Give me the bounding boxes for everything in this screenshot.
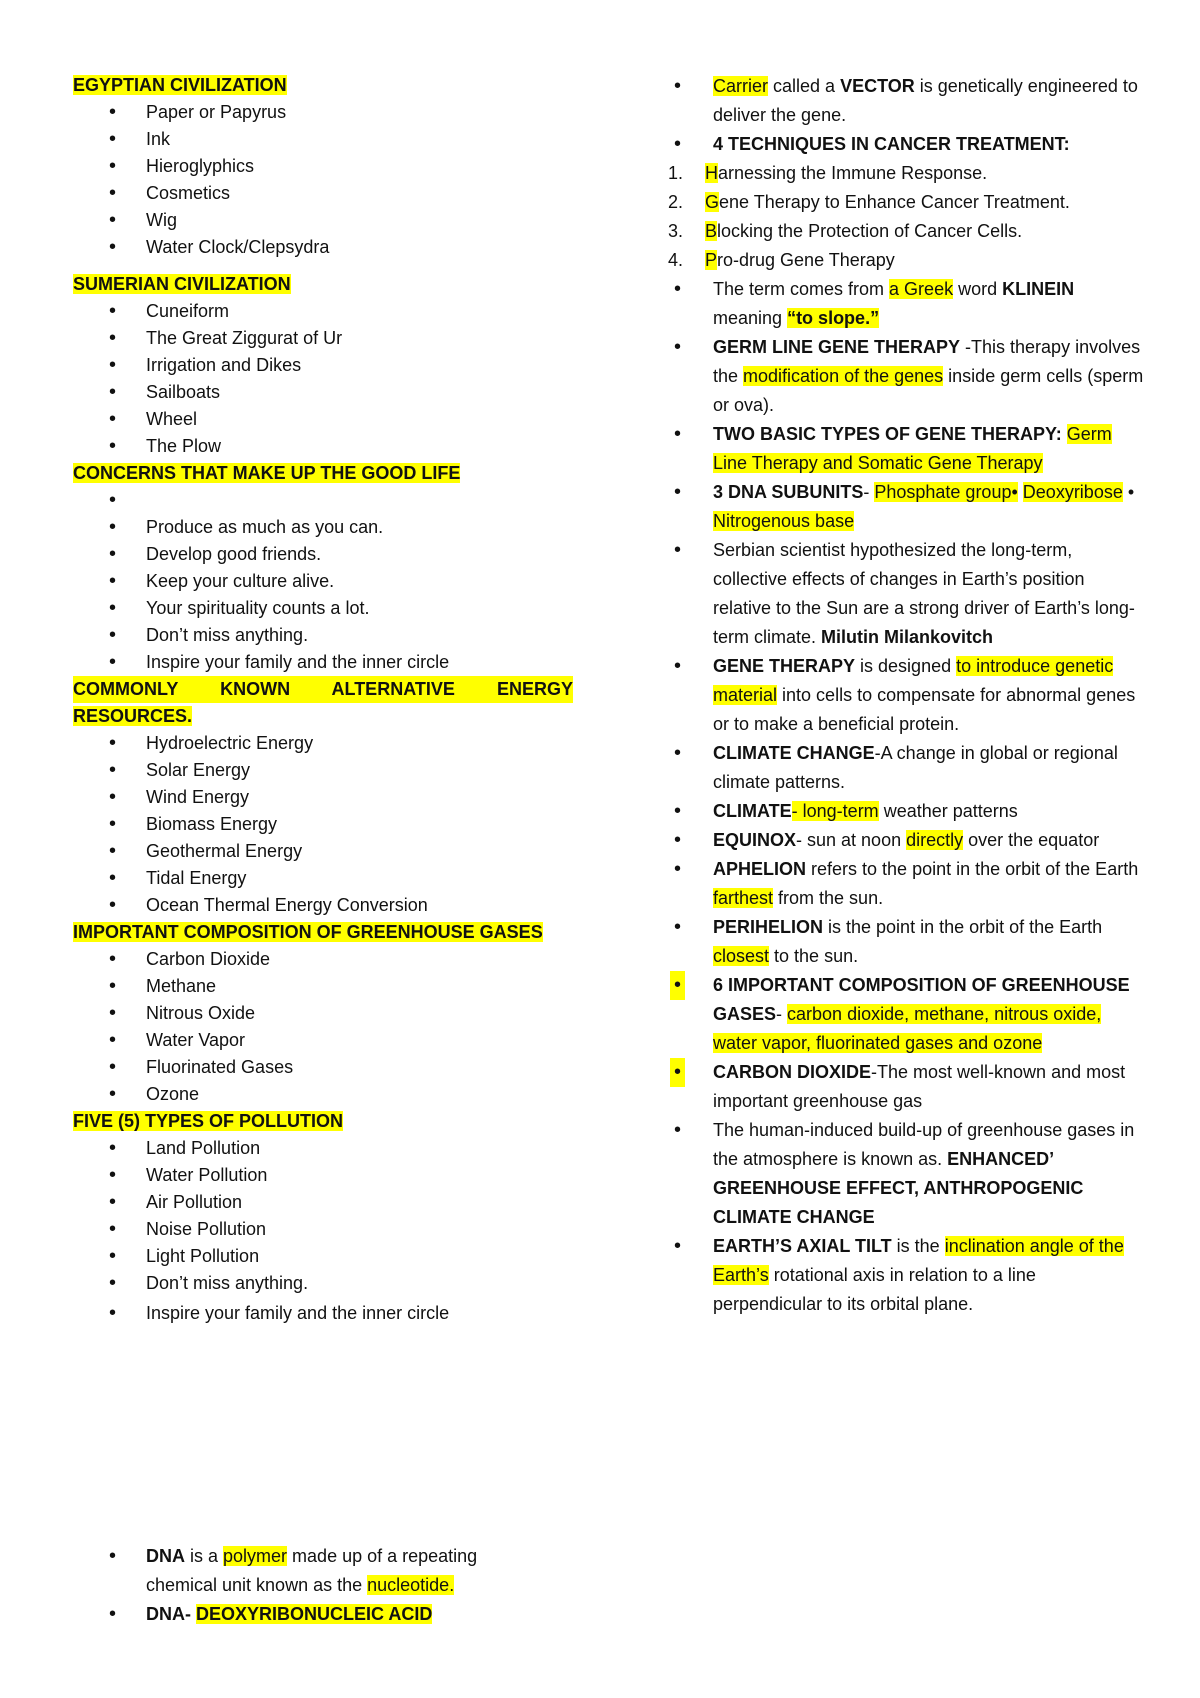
list-item: • Water Clock/Clepsydra	[73, 234, 573, 261]
heading-greenhouse: IMPORTANT COMPOSITION OF GREENHOUSE GASES	[73, 922, 543, 942]
list-item: • Ozone	[73, 1081, 573, 1108]
list-item: • Don’t miss anything.	[73, 622, 573, 649]
list-item: • Cuneiform	[73, 298, 573, 325]
list-item: • Wig	[73, 207, 573, 234]
list-item-equinox: • EQUINOX- sun at noon directly over the equator	[668, 826, 1146, 855]
list-item: • Wind Energy	[73, 784, 573, 811]
list-item: • Biomass Energy	[73, 811, 573, 838]
list-cancer-techniques	[668, 159, 1146, 275]
list-item: • The Great Ziggurat of Ur	[73, 325, 573, 352]
list-item: • Don’t miss anything.	[73, 1270, 573, 1297]
list-item-vector: • Carrier called a VECTOR is genetically engineered to deliver the gene.	[668, 72, 1146, 130]
list-item-germline: • GERM LINE GENE THERAPY -This therapy involves the modification of the genes inside germ cells (sperm or ova).	[668, 333, 1146, 420]
list-item: • Tidal Energy	[73, 865, 573, 892]
list-item-enhanced: • The human-induced build-up of greenhouse gases in the atmosphere is known as. ENHANCED’ GREENHOUSE EFFECT, ANTHROPOGENIC CLIMATE CHANGE	[668, 1116, 1146, 1232]
list-item: • Your spirituality counts a lot.	[73, 595, 573, 622]
list-energy	[73, 730, 573, 919]
list-good-life	[73, 487, 573, 676]
list-item-gene-therapy: • GENE THERAPY is designed to introduce genetic material into cells to compensate for abnormal genes or to make a beneficial protein.	[668, 652, 1146, 739]
list-item: • Ocean Thermal Energy Conversion	[73, 892, 573, 919]
list-item-dna-subunits: • 3 DNA SUBUNITS- Phosphate group• Deoxyribose • Nitrogenous base	[668, 478, 1146, 536]
left-column	[73, 72, 573, 1327]
list-greenhouse	[73, 946, 573, 1108]
list-dna	[73, 1542, 573, 1629]
list-pollution	[73, 1135, 573, 1327]
list-item: • Sailboats	[73, 379, 573, 406]
heading-energy-line1: COMMONLY KNOWN ALTERNATIVE ENERGY	[73, 679, 573, 699]
list-item: • Noise Pollution	[73, 1216, 573, 1243]
list-item: • Produce as much as you can.	[73, 514, 573, 541]
heading-sumerian: SUMERIAN CIVILIZATION	[73, 274, 291, 294]
heading-energy	[73, 676, 573, 703]
heading-pollution: FIVE (5) TYPES OF POLLUTION	[73, 1111, 344, 1131]
right-column	[668, 72, 1146, 1319]
list-item: • Inspire your family and the inner circle	[73, 1300, 573, 1327]
heading-good-life: CONCERNS THAT MAKE UP THE GOOD LIFE	[73, 463, 461, 483]
list-item: • Carbon Dioxide	[73, 946, 573, 973]
list-egyptian	[73, 99, 573, 261]
list-item: • Water Vapor	[73, 1027, 573, 1054]
list-item: • Wheel	[73, 406, 573, 433]
dna-section	[73, 1542, 573, 1629]
list-item: • Paper or Papyrus	[73, 99, 573, 126]
list-right-main	[668, 275, 1146, 1319]
list-item-cancer-title: • 4 TECHNIQUES IN CANCER TREATMENT:	[668, 130, 1146, 159]
list-item-climate: • CLIMATE- long-term weather patterns	[668, 797, 1146, 826]
heading-energy-line2: RESOURCES.	[73, 706, 193, 726]
list-item-serbian: • Serbian scientist hypothesized the long-term, collective effects of changes in Earth’s position relative to the Sun are a strong driver of Earth’s long-term climate. Milutin Milankovitch	[668, 536, 1146, 652]
list-item: • Keep your culture alive.	[73, 568, 573, 595]
list-right-top	[668, 72, 1146, 159]
list-item-perihelion: • PERIHELION is the point in the orbit of the Earth closest to the sun.	[668, 913, 1146, 971]
heading-egyptian: EGYPTIAN CIVILIZATION	[73, 75, 287, 95]
list-item-co2: • CARBON DIOXIDE-The most well-known and most important greenhouse gas	[668, 1058, 1146, 1116]
list-item: 4. Pro-drug Gene Therapy	[668, 250, 895, 270]
list-item: • Hieroglyphics	[73, 153, 573, 180]
list-item-six-ghg: • 6 IMPORTANT COMPOSITION OF GREENHOUSE GASES- carbon dioxide, methane, nitrous oxide, water vapor, fluorinated gases and ozone	[668, 971, 1146, 1058]
list-item: 2. Gene Therapy to Enhance Cancer Treatment.	[668, 192, 1070, 212]
list-item: • Ink	[73, 126, 573, 153]
list-item: • Light Pollution	[73, 1243, 573, 1270]
list-item-dna-polymer: • DNA is a polymer made up of a repeating chemical unit known as the nucleotide.	[73, 1542, 573, 1600]
list-item: • Cosmetics	[73, 180, 573, 207]
list-item: • Land Pollution	[73, 1135, 573, 1162]
list-item	[73, 487, 573, 514]
list-item: • Inspire your family and the inner circle	[73, 649, 573, 676]
list-item: • Water Pollution	[73, 1162, 573, 1189]
list-item: • Nitrous Oxide	[73, 1000, 573, 1027]
list-item-climate-change: • CLIMATE CHANGE-A change in global or regional climate patterns.	[668, 739, 1146, 797]
list-item-dna-acronym: • DNA- DEOXYRIBONUCLEIC ACID	[73, 1600, 573, 1629]
list-item: • Hydroelectric Energy	[73, 730, 573, 757]
list-item: • Develop good friends.	[73, 541, 573, 568]
list-item: • Fluorinated Gases	[73, 1054, 573, 1081]
list-item-klinein: • The term comes from a Greek word KLINEIN meaning “to slope.”	[668, 275, 1146, 333]
list-sumerian	[73, 298, 573, 460]
list-item-two-types: • TWO BASIC TYPES OF GENE THERAPY: Germ Line Therapy and Somatic Gene Therapy	[668, 420, 1146, 478]
list-item-aphelion: • APHELION refers to the point in the orbit of the Earth farthest from the sun.	[668, 855, 1146, 913]
list-item: • The Plow	[73, 433, 573, 460]
list-item: • Solar Energy	[73, 757, 573, 784]
list-item: • Air Pollution	[73, 1189, 573, 1216]
list-item: 3. Blocking the Protection of Cancer Cells.	[668, 221, 1023, 241]
list-item: 1. Harnessing the Immune Response.	[668, 163, 988, 183]
list-item: • Geothermal Energy	[73, 838, 573, 865]
list-item: • Irrigation and Dikes	[73, 352, 573, 379]
list-item-axial-tilt: • EARTH’S AXIAL TILT is the inclination angle of the Earth’s rotational axis in relation to a line perpendicular to its orbital plane.	[668, 1232, 1146, 1319]
list-item: • Methane	[73, 973, 573, 1000]
